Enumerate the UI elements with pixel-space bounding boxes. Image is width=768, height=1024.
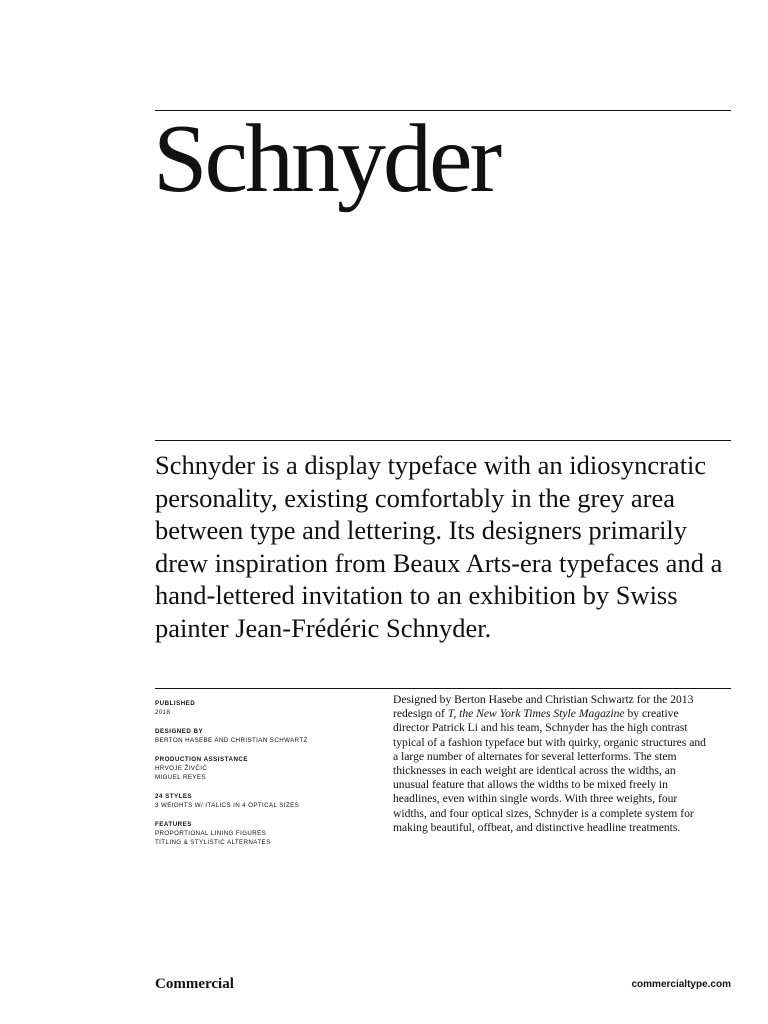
styles-value: 3 WEIGHTS W/ ITALICS IN 4 OPTICAL SIZES	[155, 802, 300, 809]
brand-logo: Commercial	[155, 976, 234, 992]
magazine-title: T, the New York Times Style Magazine	[447, 707, 625, 721]
spec-styles	[155, 792, 375, 810]
features-label: FEATURES	[155, 821, 192, 828]
intro-paragraph: Schnyder is a display typeface with an idiosyncratic personality, existing comfortably in the grey area between type and lettering. Its designers primarily drew inspiration from Beaux Arts-era typefaces and a hand-lettered invitation to an exhibition by Swiss painter Jean-Frédéric Schnyder.	[155, 450, 723, 643]
production-label: PRODUCTION ASSISTANCE	[155, 756, 249, 763]
description-part-1: Designed by Berton Hasebe and Christian Schwartz for the 2013 redesign of	[393, 693, 694, 721]
production-value-1: HRVOJE ŽIVČIĆ	[155, 765, 208, 772]
spec-production	[155, 755, 375, 782]
website-link[interactable]: commercialtype.com	[631, 979, 731, 990]
description-part-2: by creative director Patrick Li and his team, Schnyder has the high contrast typical of a fashion typeface but with quirky, organic structures and a large number of alternates for several letterforms. The stem thicknesses in each weight are identical across the widths, an unusual feature that allows the widths to be mixed freely in headlines, even within single words. With three weights, four widths, and four optical sizes, Schnyder is a complete system for making beautiful, offbeat, and distinctive headline treatments.	[393, 707, 706, 834]
details-rule	[155, 688, 731, 689]
designed-label: DESIGNED BY	[155, 728, 204, 735]
spec-features	[155, 820, 375, 847]
spec-published	[155, 699, 375, 717]
features-value-2: TITLING & STYLISTIC ALTERNATES	[155, 839, 271, 846]
features-value-1: PROPORTIONAL LINING FIGURES	[155, 830, 267, 837]
styles-label: 24 STYLES	[155, 793, 193, 800]
designed-value: BERTON HASEBE AND CHRISTIAN SCHWARTZ	[155, 737, 308, 744]
specs-column	[155, 699, 375, 857]
description-paragraph	[393, 693, 708, 835]
published-label: PUBLISHED	[155, 700, 196, 707]
production-value-2: MIGUEL REYES	[155, 774, 206, 781]
page-title: Schnyder	[153, 105, 500, 213]
published-value: 2018	[155, 709, 171, 716]
spec-designed-by	[155, 727, 375, 745]
intro-rule	[155, 440, 731, 441]
